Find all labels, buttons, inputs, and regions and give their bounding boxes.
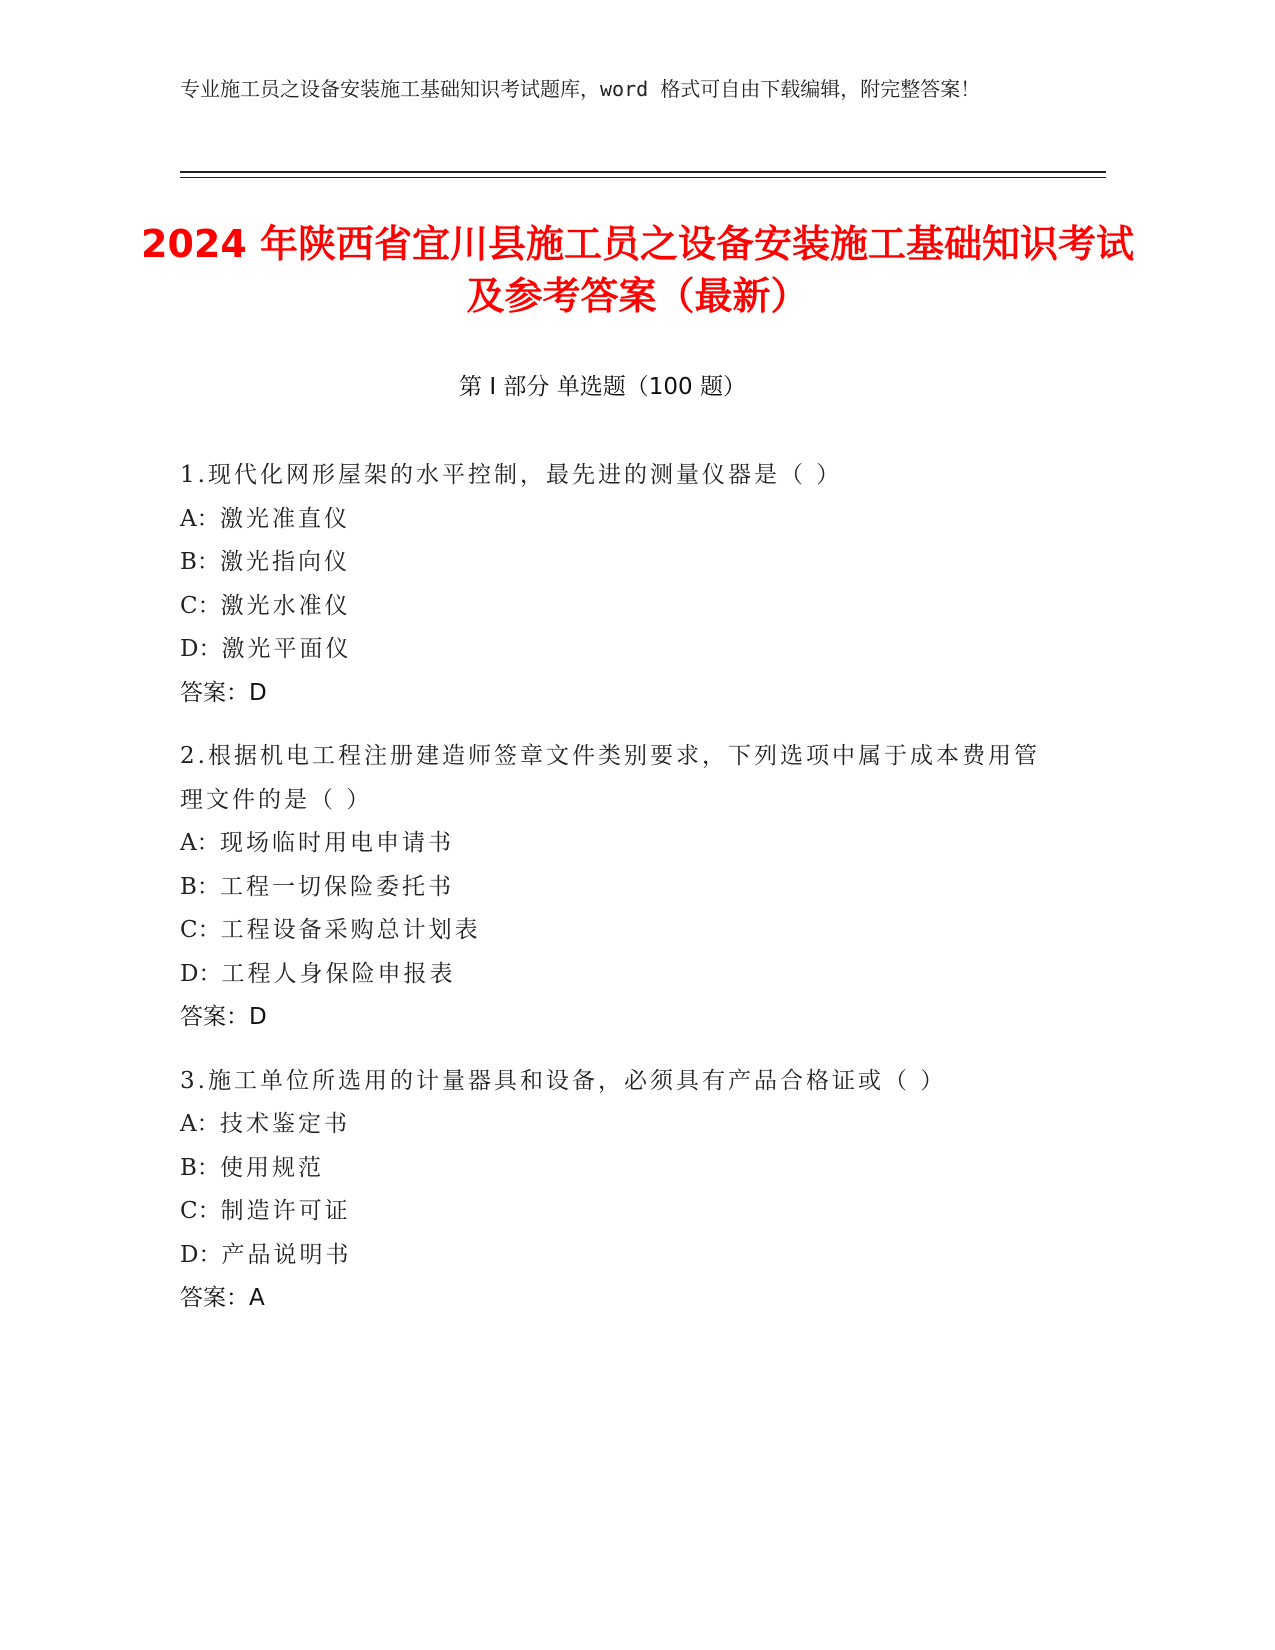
option-key: B： [180,549,220,575]
option-d [180,1234,1060,1278]
option-text: 工程设备采购总计划表 [220,917,481,943]
document-title: 2024 年陕西省宜川县施工员之设备安装施工基础知识考试及参考答案（最新） [141,222,1134,318]
header-divider-thin [180,177,1106,178]
option-key: D： [180,960,222,987]
question-1 [180,454,1060,715]
option-b [180,866,1060,910]
option-key: C： [180,592,221,619]
option-text: 使用规范 [220,1154,324,1181]
header-note: 专业施工员之设备安装施工基础知识考试题库，word 格式可自由下载编辑，附完整答案！ [180,77,981,101]
question-list [180,454,1060,1341]
header-divider-thick [180,171,1106,173]
option-c [180,585,1060,629]
option-key: B： [180,873,220,900]
option-text: 制造许可证 [220,1198,351,1224]
option-text: 激光准直仪 [220,505,350,532]
answer-line: 答案：A [180,1285,265,1311]
question-stem: 3.施工单位所选用的计量器具和设备，必须具有产品合格证或（ ） [180,1067,947,1094]
section-title: 第 I 部分 单选题（100 题） [459,374,746,400]
question-stem: 1.现代化网形屋架的水平控制，最先进的测量仪器是（ ） [180,462,843,488]
option-d [180,628,1060,672]
question-2 [180,735,1060,1040]
option-a [180,1103,1060,1147]
option-text: 工程一切保险委托书 [220,873,454,900]
option-key: D： [180,636,222,662]
option-key: A： [180,505,220,532]
option-text: 激光指向仪 [220,549,350,575]
option-key: D： [180,1241,222,1268]
option-a [180,822,1060,866]
option-text: 产品说明书 [221,1241,352,1268]
option-c [180,1190,1060,1234]
option-c [180,909,1060,953]
option-key: C： [180,1198,221,1224]
option-text: 工程人身保险申报表 [221,960,456,987]
option-key: B： [180,1154,220,1181]
option-key: A： [180,1111,220,1137]
option-a [180,498,1060,542]
answer-line: 答案：D [180,1004,267,1030]
option-b [180,541,1060,585]
option-key: C： [180,917,221,943]
question-3 [180,1060,1060,1321]
option-text: 激光水准仪 [220,592,351,619]
question-stem: 2.根据机电工程注册建造师签章文件类别要求，下列选项中属于成本费用管理文件的是（ ） [180,743,1040,813]
option-b [180,1147,1060,1191]
answer-line: 答案：D [180,679,267,706]
option-d [180,953,1060,997]
option-text: 激光平面仪 [221,636,352,662]
option-key: A： [180,830,220,856]
option-text: 技术鉴定书 [220,1111,350,1137]
option-text: 现场临时用电申请书 [220,830,454,856]
